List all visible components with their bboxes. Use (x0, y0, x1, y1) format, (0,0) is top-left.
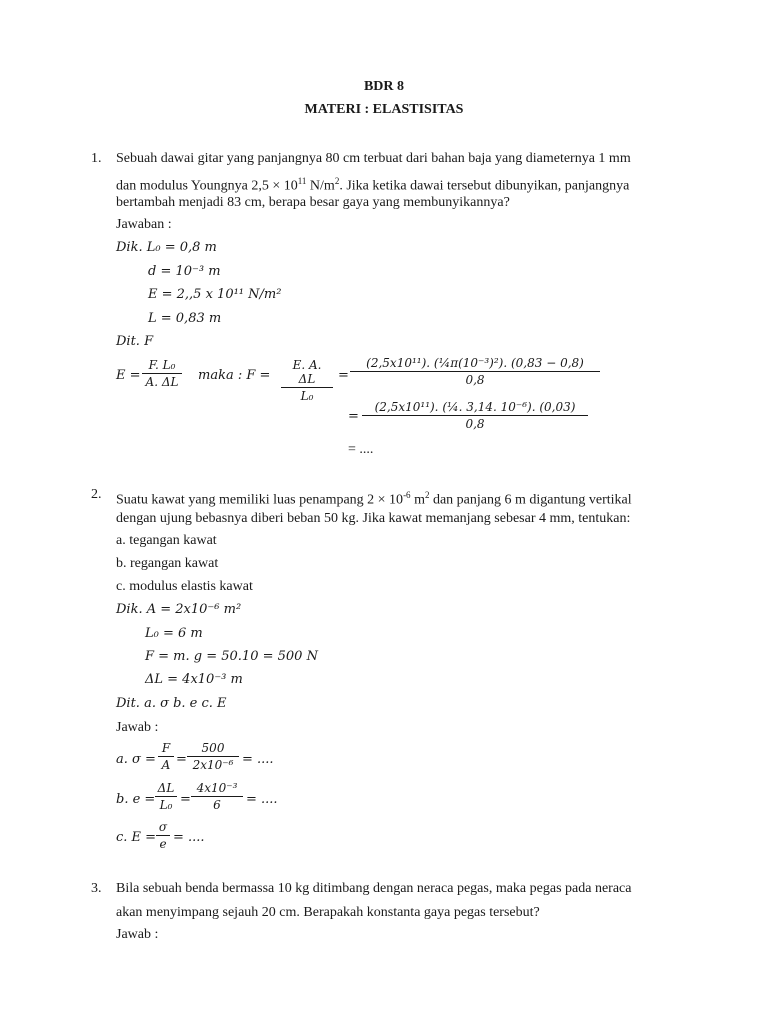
q3-number: 3. (91, 881, 102, 896)
q2-item-c: c. modulus elastis kawat (116, 579, 253, 594)
q2-b-lhs: b. e = (116, 792, 156, 807)
q1-known-4: L = 0,83 m (148, 311, 222, 326)
q3-line1: Bila sebuah benda bermassa 10 kg ditimbang dengan neraca pegas, maka pegas pada neraca (116, 881, 632, 896)
q1-maka: maka : F = (198, 368, 271, 383)
q2-known-2: L₀ = 6 m (145, 626, 203, 641)
q2-asked: Dit. a. σ b. e c. E (116, 696, 227, 711)
q1-known-2: d = 10⁻³ m (148, 264, 221, 279)
q2-known-1: Dik. A = 2x10⁻⁶ m² (116, 602, 242, 617)
q1-result: = .... (348, 442, 374, 457)
q1-answer-label: Jawaban : (116, 217, 172, 232)
q2-item-b: b. regangan kawat (116, 556, 219, 571)
q3-line2: akan menyimpang sejauh 20 cm. Berapakah konstanta gaya pegas tersebut? (116, 905, 540, 920)
q2-item-a: a. tegangan kawat (116, 533, 217, 548)
q2-answer-label: Jawab : (116, 720, 159, 735)
q2-line2: dengan ujung bebasnya diberi beban 50 kg. Jika kawat memanjang sebesar 4 mm, tentukan: (116, 511, 631, 526)
document-title: BDR 8 (363, 79, 405, 94)
q2-a-tail: = .... (242, 752, 274, 767)
q1-frac-force: $\frac{E. A. \Delta L}{\text{L₀}}$ (281, 358, 333, 403)
q2-line1: Suatu kawat yang memiliki luas penampang $2 \times 10^{-6}$ $m^2$ dan panjang 6 m digantung vertikal (116, 490, 632, 508)
q2-a-frac-2: $\frac{500}{\text{2x10⁻⁶}}$ (187, 741, 239, 772)
q2-c-lhs: c. E = (116, 830, 157, 845)
q2-c-tail: = .... (173, 830, 205, 845)
q2-b-tail: = .... (246, 792, 278, 807)
q2-known-4: ΔL = 4x10⁻³ m (145, 672, 243, 687)
q2-b-frac-1: $\frac{\Delta L}{\text{L₀}}$ (155, 781, 177, 812)
q1-eq-sign: = (338, 368, 349, 383)
q2-a-lhs: a. σ = (116, 752, 156, 767)
q1-asked: Dit. F (116, 334, 154, 349)
q2-number: 2. (91, 487, 102, 502)
q2-c-frac-1: $\frac{\sigma}{e}$ (156, 820, 170, 851)
q2-b-frac-2: $\frac{\text{4x10⁻³}}{6}$ (191, 781, 243, 812)
q1-line1: Sebuah dawai gitar yang panjangnya 80 cm terbuat dari bahan baja yang diameternya 1 mm (116, 151, 631, 166)
document-subtitle: MATERI : ELASTISITAS (304, 102, 464, 117)
q1-number: 1. (91, 151, 102, 166)
q1-frac-subst-1: $\frac{\text{(2,5x10¹¹). (¼π(10⁻³)²). (0,83 − 0,8)}}{0,8}$ (350, 356, 600, 387)
q1-known-3: E = 2,,5 x 10¹¹ N/m² (148, 287, 282, 302)
q1-frac-subst-2: $\frac{\text{(2,5x10¹¹). (¼. 3,14. 10⁻⁶). (0,03)}}{0,8}$ (362, 400, 588, 431)
q2-a-eq: = (176, 752, 187, 767)
q1-frac-stress-strain: $\frac{\text{F. L₀}}{A. \Delta L}$ (142, 358, 182, 389)
q1-eq-sign-2: = (348, 409, 359, 424)
q2-a-frac-1: $\frac{F}{A}$ (158, 741, 174, 772)
q1-line3: bertambah menjadi 83 cm, berapa besar gaya yang membunyikannya? (116, 195, 510, 210)
q2-b-eq: = (180, 792, 191, 807)
q3-answer-label: Jawab : (116, 927, 159, 942)
q1-line2: dan modulus Youngnya $2,5 \times 10^{11}$ $N/m^2$. Jika ketika dawai tersebut dibunyikan, panjangnya (116, 176, 630, 194)
q2-known-3: F = m. g = 50.10 = 500 N (145, 649, 318, 664)
q1-eq-lhs: E = (116, 368, 141, 383)
q1-known-1: Dik. L₀ = 0,8 m (116, 240, 217, 255)
